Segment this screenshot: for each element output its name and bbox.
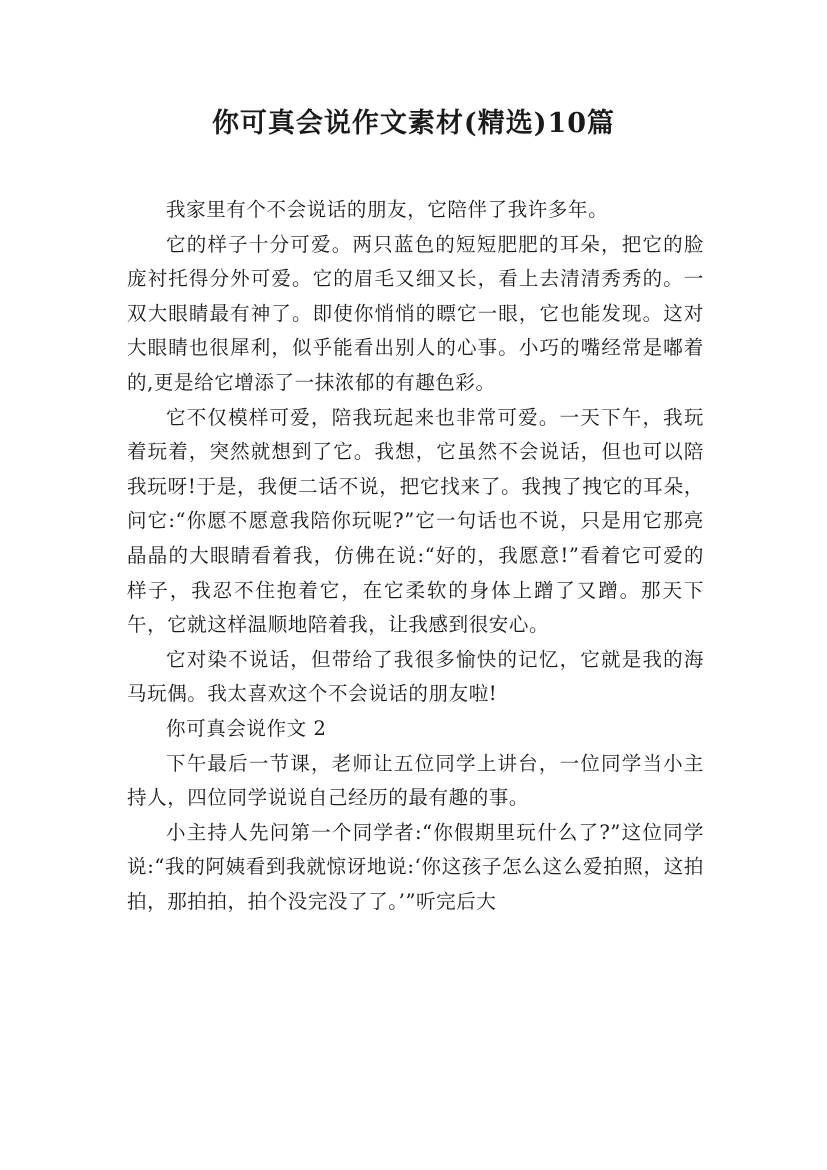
document-title: 你可真会说作文素材(精选)10篇 bbox=[211, 108, 616, 139]
paragraph-1: 我家里有个不会说话的朋友，它陪伴了我许多年。 bbox=[166, 198, 609, 221]
paragraph-3: 它不仅模样可爱，陪我玩起来也非常可爱。一天下午，我玩着玩着，突然就想到了它。我想，它虽然不会说话，但也可以陪我玩呀!于是，我便二话不说，把它找来了。我拽了拽它的耳朵，问它:“你愿不愿意我陪你玩呢?”它一句话也不说，只是用它那亮晶晶的大眼睛看着我，仿佛在说:“好的，我愿意!”看着它可爱的样子，我忍不住抱着它，在它柔软的身体上蹭了又蹭。那天下午，它就这样温顺地陪着我，让我感到很安心。 bbox=[127, 405, 704, 637]
paragraph-5: 下午最后一节课，老师让五位同学上讲台，一位同学当小主持人，四位同学说说自己经历的最有趣的事。 bbox=[127, 751, 704, 810]
paragraph-6: 小主持人先问第一个同学者:“你假期里玩什么了?”这位同学说:“我的阿姨看到我就惊讶地说:‘你这孩子怎么这么爱拍照，这拍拍，那拍拍，拍个没完没了了。’”听完后大 bbox=[127, 820, 704, 913]
paragraph-2: 它的样子十分可爱。两只蓝色的短短肥肥的耳朵，把它的脸庞衬托得分外可爱。它的眉毛又细又长，看上去清清秀秀的。一双大眼睛最有神了。即使你悄悄的瞟它一眼，它也能发现。这对大眼睛也很犀利，似乎能看出别人的心事。小巧的嘴经常是嘟着的,更是给它增添了一抹浓郁的有趣色彩。 bbox=[127, 232, 704, 394]
section-heading-2: 你可真会说作文 2 bbox=[166, 716, 327, 740]
paragraph-4: 它对染不说话，但带给了我很多愉快的记忆，它就是我的海马玩偶。我太喜欢这个不会说话的朋友啦! bbox=[127, 647, 704, 706]
document-body bbox=[127, 193, 704, 919]
